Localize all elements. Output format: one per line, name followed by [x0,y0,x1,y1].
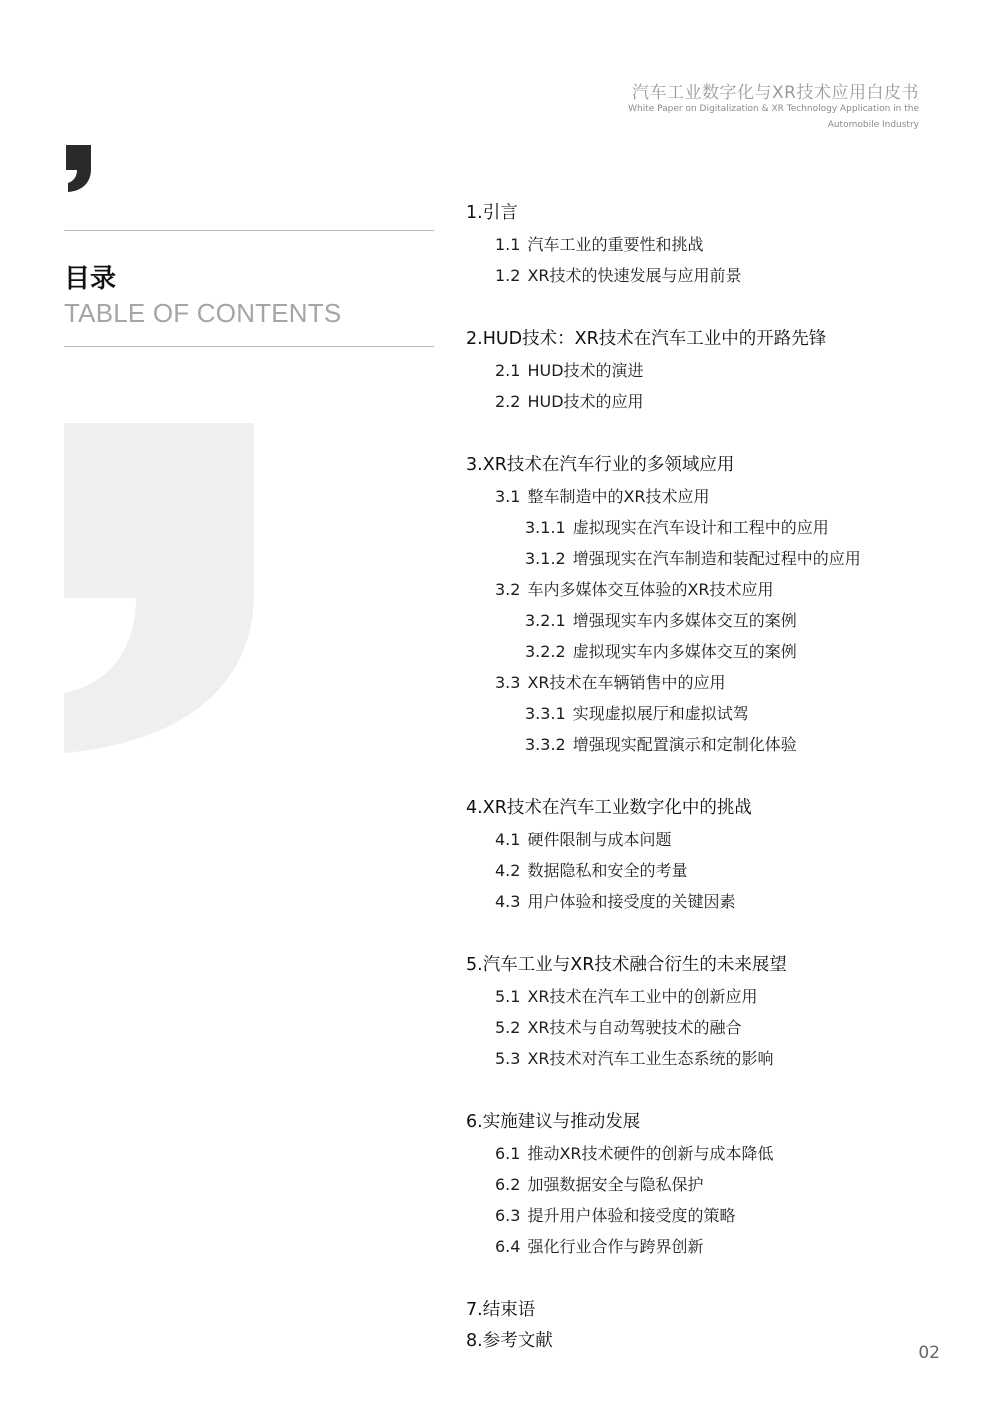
toc-chapter[interactable] [466,950,966,981]
toc-entry-title: XR技术在汽车工业数字化中的挑战 [482,798,752,818]
toc-entry-title: 增强现实车内多媒体交互的案例 [572,611,797,630]
toc-entry-number: 4.1 [495,830,521,849]
toc-entry-number: 2. [466,329,483,349]
toc-entry-number: 3.2 [495,580,521,599]
toc-chapter[interactable] [466,1107,966,1138]
toc-entry-number: 3.3.2 [525,735,566,754]
toc-entry-number: 2.2 [495,392,521,411]
table-of-contents [466,198,966,1357]
toc-entry-number: 4.3 [495,892,521,911]
toc-entry-title: 实施建议与推动发展 [482,1112,641,1132]
toc-entry-title: HUD技术的应用 [527,392,644,411]
document-subtitle: White Paper on Digitalization & XR Technology Application in the Automobile Industry [628,104,919,130]
toc-section[interactable] [466,574,966,605]
toc-chapter[interactable] [466,450,966,481]
toc-entry-title: 强化行业合作与跨界创新 [527,1237,704,1256]
toc-section[interactable] [466,667,966,698]
toc-spacer [466,917,966,950]
large-quote-comma-watermark [64,423,256,755]
toc-subsection[interactable] [466,698,966,729]
toc-section[interactable] [466,229,966,260]
toc-subsection[interactable] [466,543,966,574]
toc-entry-title: XR技术对汽车工业生态系统的影响 [527,1049,774,1068]
toc-entry-number: 1.1 [495,235,521,254]
toc-subsection[interactable] [466,636,966,667]
toc-section[interactable] [466,855,966,886]
toc-entry-title: 用户体验和接受度的关键因素 [527,892,736,911]
toc-entry-title: HUD技术的演进 [527,361,644,380]
toc-section[interactable] [466,886,966,917]
toc-entry-title: 引言 [482,203,518,223]
toc-chapter[interactable] [466,793,966,824]
toc-entry-number: 6.4 [495,1237,521,1256]
toc-entry-number: 1.2 [495,266,521,285]
toc-heading-cn: 目录 [64,264,117,294]
toc-entry-number: 3.3 [495,673,521,692]
toc-entry-number: 3.3.1 [525,704,566,723]
toc-entry-number: 5. [466,955,483,975]
toc-section[interactable] [466,355,966,386]
toc-entry-title: 推动XR技术硬件的创新与成本降低 [527,1144,774,1163]
toc-entry-number: 5.1 [495,987,521,1006]
toc-section[interactable] [466,1138,966,1169]
toc-entry-title: 汽车工业的重要性和挑战 [527,235,704,254]
page-number: 02 [918,1343,940,1363]
toc-heading-en: TABLE OF CONTENTS [64,298,342,328]
toc-entry-title: HUD技术：XR技术在汽车工业中的开路先锋 [482,329,827,349]
toc-section[interactable] [466,824,966,855]
toc-chapter[interactable] [466,324,966,355]
divider-bottom [64,346,434,347]
toc-entry-title: XR技术在汽车工业中的创新应用 [527,987,758,1006]
toc-chapter[interactable] [466,1295,966,1326]
toc-entry-title: 实现虚拟展厅和虚拟试驾 [572,704,749,723]
toc-entry-title: XR技术的快速发展与应用前景 [527,266,742,285]
toc-chapter[interactable] [466,198,966,229]
toc-spacer [466,291,966,324]
toc-section[interactable] [466,1012,966,1043]
toc-entry-number: 6.1 [495,1144,521,1163]
toc-entry-number: 4.2 [495,861,521,880]
toc-section[interactable] [466,260,966,291]
toc-entry-title: 虚拟现实在汽车设计和工程中的应用 [572,518,829,537]
toc-entry-number: 6.2 [495,1175,521,1194]
toc-section[interactable] [466,481,966,512]
toc-entry-title: XR技术在车辆销售中的应用 [527,673,726,692]
toc-entry-title: 提升用户体验和接受度的策略 [527,1206,736,1225]
toc-entry-number: 3.1.1 [525,518,566,537]
toc-entry-number: 2.1 [495,361,521,380]
toc-entry-title: 汽车工业与XR技术融合衍生的未来展望 [482,955,787,975]
toc-subsection[interactable] [466,605,966,636]
toc-entry-title: XR技术在汽车行业的多领域应用 [482,455,735,475]
toc-spacer [466,1074,966,1107]
toc-spacer [466,760,966,793]
toc-entry-number: 5.2 [495,1018,521,1037]
toc-entry-number: 6.3 [495,1206,521,1225]
toc-entry-title: 硬件限制与成本问题 [527,830,672,849]
toc-entry-number: 6. [466,1112,483,1132]
toc-entry-number: 3. [466,455,483,475]
quote-comma-icon [64,145,92,193]
toc-entry-number: 3.1.2 [525,549,566,568]
toc-section[interactable] [466,1043,966,1074]
toc-entry-number: 3.2.2 [525,642,566,661]
toc-subsection[interactable] [466,729,966,760]
toc-subsection[interactable] [466,512,966,543]
toc-section[interactable] [466,981,966,1012]
toc-entry-title: 虚拟现实车内多媒体交互的案例 [572,642,797,661]
toc-chapter[interactable] [466,1326,966,1357]
toc-section[interactable] [466,1231,966,1262]
toc-entry-title: 整车制造中的XR技术应用 [527,487,710,506]
toc-entry-title: 车内多媒体交互体验的XR技术应用 [527,580,774,599]
toc-section[interactable] [466,1169,966,1200]
toc-entry-number: 4. [466,798,483,818]
toc-entry-title: 参考文献 [482,1331,553,1351]
toc-entry-title: XR技术与自动驾驶技术的融合 [527,1018,742,1037]
toc-entry-number: 3.2.1 [525,611,566,630]
toc-entry-number: 5.3 [495,1049,521,1068]
toc-entry-title: 加强数据安全与隐私保护 [527,1175,704,1194]
toc-entry-title: 增强现实在汽车制造和装配过程中的应用 [572,549,861,568]
toc-entry-title: 数据隐私和安全的考量 [527,861,688,880]
toc-entry-title: 增强现实配置演示和定制化体验 [572,735,797,754]
toc-entry-number: 8. [466,1331,483,1351]
toc-section[interactable] [466,386,966,417]
toc-spacer [466,1262,966,1295]
toc-entry-title: 结束语 [482,1300,536,1320]
toc-section[interactable] [466,1200,966,1231]
toc-entry-number: 3.1 [495,487,521,506]
toc-entry-number: 1. [466,203,483,223]
toc-spacer [466,417,966,450]
divider-top [64,230,434,231]
document-title: 汽车工业数字化与XR技术应用白皮书 [632,83,919,103]
toc-entry-number: 7. [466,1300,483,1320]
